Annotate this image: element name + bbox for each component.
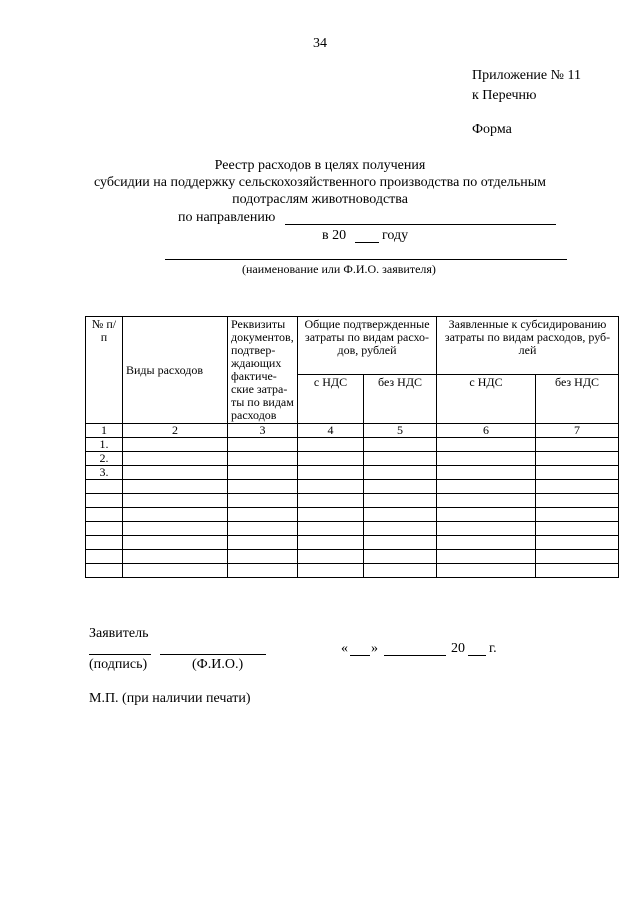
row-label: 3. xyxy=(86,466,123,480)
table-cell xyxy=(437,480,536,494)
table-cell xyxy=(536,508,619,522)
row-label xyxy=(86,508,123,522)
column-number: 6 xyxy=(437,424,536,438)
table-cell xyxy=(123,452,228,466)
signature-caption: (подпись) xyxy=(89,657,148,672)
header-confirmed-with-vat: с НДС xyxy=(298,374,364,423)
table-cell xyxy=(123,522,228,536)
table-cell xyxy=(364,536,437,550)
table-row xyxy=(86,564,619,578)
table-cell xyxy=(364,564,437,578)
row-label xyxy=(86,480,123,494)
header-num: № п/п xyxy=(86,317,123,424)
table-row xyxy=(86,522,619,536)
table-cell xyxy=(228,480,298,494)
table-row xyxy=(86,480,619,494)
expense-register-table xyxy=(85,316,619,578)
header-documents: Реквизиты документов, подтвер-ждающих фактиче-ские затра-ты по видам расходов xyxy=(228,317,298,424)
table-cell xyxy=(228,564,298,578)
table-cell xyxy=(123,466,228,480)
table-cell xyxy=(123,564,228,578)
table-cell xyxy=(437,494,536,508)
table-cell xyxy=(298,452,364,466)
table-cell xyxy=(123,508,228,522)
table-cell xyxy=(437,564,536,578)
table-cell xyxy=(298,522,364,536)
date-close-quote: » xyxy=(371,641,378,656)
table-cell xyxy=(536,438,619,452)
table-cell xyxy=(228,522,298,536)
header-claimed-without-vat: без НДС xyxy=(536,374,619,423)
table-row xyxy=(86,438,619,452)
table-cell xyxy=(228,494,298,508)
year-suffix: году xyxy=(382,228,409,243)
table-cell xyxy=(298,466,364,480)
table-cell xyxy=(364,522,437,536)
header-claimed-with-vat: с НДС xyxy=(437,374,536,423)
column-number: 4 xyxy=(298,424,364,438)
date-year-suffix: г. xyxy=(489,641,497,656)
date-year-line xyxy=(468,655,486,656)
date-open-quote: « xyxy=(341,641,348,656)
header-claimed-costs: Заявленные к субсидированию затраты по видам расходов, руб-лей xyxy=(437,317,619,375)
stamp-note: М.П. (при наличии печати) xyxy=(89,691,251,706)
column-number: 2 xyxy=(123,424,228,438)
table-cell xyxy=(536,452,619,466)
table-cell xyxy=(437,536,536,550)
row-label xyxy=(86,564,123,578)
year-prefix: в 20 xyxy=(322,228,347,243)
row-label xyxy=(86,494,123,508)
table-cell xyxy=(123,494,228,508)
table-row xyxy=(86,452,619,466)
table-cell xyxy=(364,452,437,466)
table-cell xyxy=(298,508,364,522)
name-caption: (Ф.И.О.) xyxy=(192,657,244,672)
table-row xyxy=(86,494,619,508)
table-cell xyxy=(536,466,619,480)
applicant-label: Заявитель xyxy=(89,626,149,641)
column-number: 3 xyxy=(228,424,298,438)
table-cell xyxy=(364,550,437,564)
table-cell xyxy=(437,522,536,536)
column-number-row xyxy=(86,424,619,438)
table-row xyxy=(86,536,619,550)
table-cell xyxy=(298,438,364,452)
table-cell xyxy=(536,564,619,578)
column-number: 7 xyxy=(536,424,619,438)
page-number: 34 xyxy=(313,36,327,51)
table-cell xyxy=(123,536,228,550)
table-cell xyxy=(298,536,364,550)
table-cell xyxy=(123,550,228,564)
table-cell xyxy=(536,480,619,494)
table-cell xyxy=(536,550,619,564)
header-expense-types: Виды расходов xyxy=(123,317,228,424)
document-subtitle: субсидии на поддержку сельскохозяйственного производства по отдельным xyxy=(93,175,547,190)
column-number: 5 xyxy=(364,424,437,438)
table-cell xyxy=(228,536,298,550)
signature-line xyxy=(89,654,151,655)
date-year-prefix: 20 xyxy=(451,641,465,656)
date-day-line xyxy=(350,655,370,656)
table-cell xyxy=(437,550,536,564)
table-cell xyxy=(364,480,437,494)
appendix-reference: к Перечню xyxy=(472,88,537,103)
table-cell xyxy=(437,508,536,522)
table-row xyxy=(86,550,619,564)
date-month-line xyxy=(384,655,446,656)
name-line xyxy=(160,654,266,655)
table-cell xyxy=(364,466,437,480)
row-label xyxy=(86,522,123,536)
table-cell xyxy=(228,452,298,466)
table-cell xyxy=(298,564,364,578)
table-cell xyxy=(228,466,298,480)
table-cell xyxy=(536,536,619,550)
header-confirmed-costs: Общие подтвержденные затраты по видам расхо-дов, рублей xyxy=(298,317,437,375)
document-title: Реестр расходов в целях получения xyxy=(214,158,426,173)
table-cell xyxy=(123,480,228,494)
header-confirmed-without-vat: без НДС xyxy=(364,374,437,423)
row-label: 2. xyxy=(86,452,123,466)
table-cell xyxy=(364,494,437,508)
table-cell xyxy=(298,480,364,494)
year-blank-line xyxy=(355,242,379,243)
table-cell xyxy=(437,466,536,480)
table-cell xyxy=(437,452,536,466)
table-row xyxy=(86,508,619,522)
form-label: Форма xyxy=(472,122,512,137)
table-cell xyxy=(228,550,298,564)
applicant-caption: (наименование или Ф.И.О. заявителя) xyxy=(242,262,436,276)
direction-label: по направлению xyxy=(178,210,276,225)
table-cell xyxy=(437,438,536,452)
table-cell xyxy=(536,494,619,508)
table-cell xyxy=(364,508,437,522)
table-row xyxy=(86,466,619,480)
table-cell xyxy=(228,508,298,522)
row-label xyxy=(86,550,123,564)
row-label xyxy=(86,536,123,550)
document-subtitle-2: подотраслям животноводства xyxy=(232,192,408,207)
table-cell xyxy=(228,438,298,452)
appendix-label: Приложение № 11 xyxy=(472,68,581,83)
applicant-name-line xyxy=(165,259,567,260)
table-cell xyxy=(536,522,619,536)
table-cell xyxy=(298,550,364,564)
table-cell xyxy=(298,494,364,508)
table-cell xyxy=(123,438,228,452)
direction-blank-line xyxy=(285,224,556,225)
row-label: 1. xyxy=(86,438,123,452)
column-number: 1 xyxy=(86,424,123,438)
table-cell xyxy=(364,438,437,452)
